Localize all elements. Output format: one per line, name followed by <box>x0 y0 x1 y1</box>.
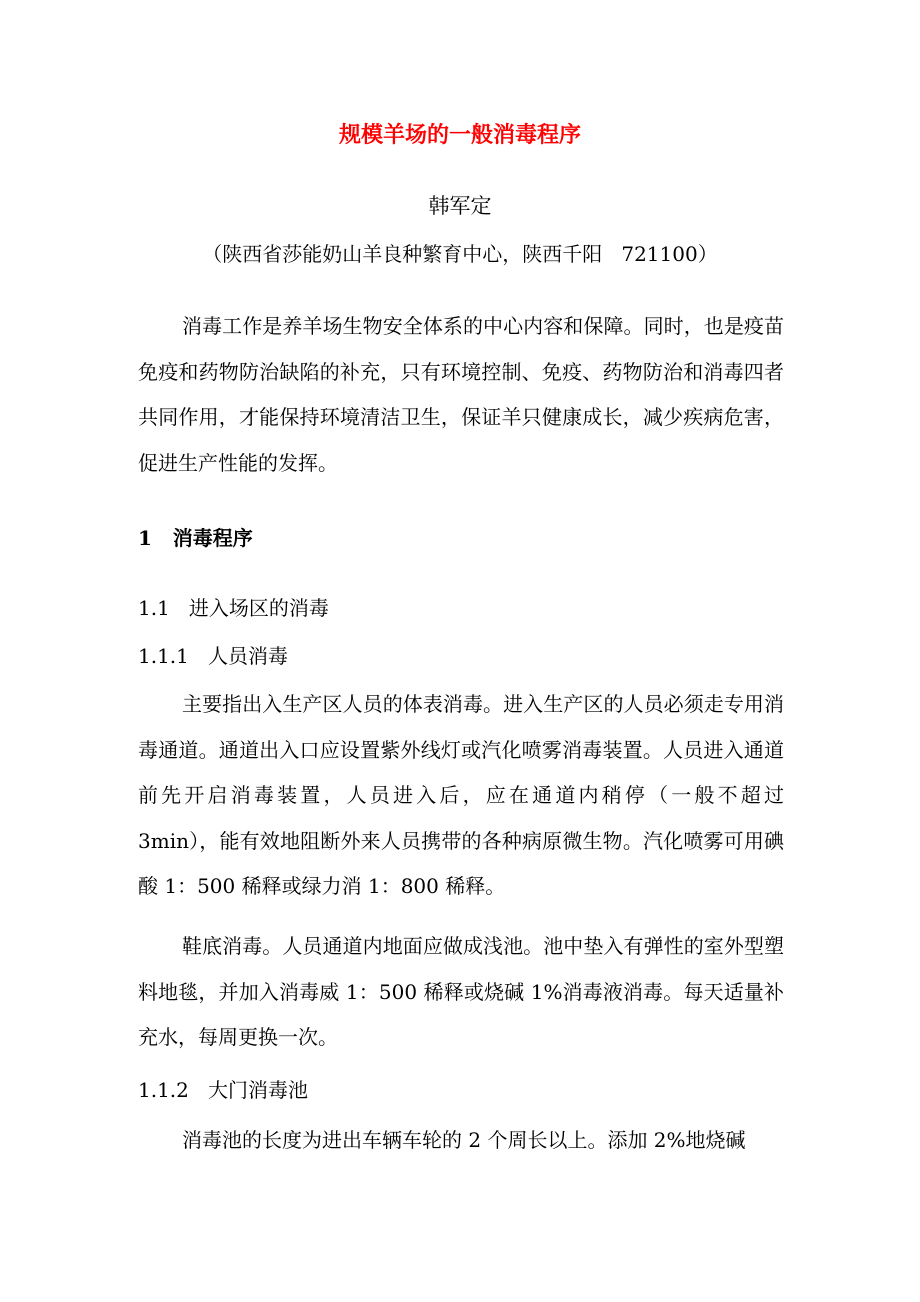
section-heading-1-1-1: 1.1.1 人员消毒 <box>138 644 288 668</box>
section-heading-1-1-2: 1.1.2 大门消毒池 <box>138 1078 308 1102</box>
gate-pool-paragraph: 消毒池的长度为进出车辆车轮的 2 个周长以上。添加 2%地烧碱 <box>182 1128 746 1152</box>
personnel-disinfection-paragraph: 主要指出入生产区人员的体表消毒。进入生产区的人员必须走专用消毒通道。通道出入口应设置紫外线灯或汽化喷雾消毒装置。人员进入通道前先开启消毒装置，人员进入后，应在通道内稍停（一般不超过 3min），能有效地阻断外来人员携带的各种病原微生物。汽化喷雾可用碘酸 1：500 稀释或绿力消 1：800 稀释。 <box>138 692 784 898</box>
section-heading-1-1: 1.1 进入场区的消毒 <box>138 596 329 620</box>
intro-paragraph: 消毒工作是养羊场生物安全体系的中心内容和保障。同时，也是疫苗免疫和药物防治缺陷的补充，只有环境控制、免疫、药物防治和消毒四者共同作用，才能保持环境清洁卫生，保证羊只健康成长，减少疾病危害，促进生产性能的发挥。 <box>138 314 784 475</box>
document-title: 规模羊场的一般消毒程序 <box>338 122 581 148</box>
author-name: 韩军定 <box>428 194 492 218</box>
shoe-disinfection-paragraph: 鞋底消毒。人员通道内地面应做成浅池。池中垫入有弹性的室外型塑料地毯，并加入消毒威 1：500 稀释或烧碱 1%消毒液消毒。每天适量补充水，每周更换一次。 <box>138 934 784 1049</box>
author-affiliation: （陕西省莎能奶山羊良种繁育中心，陕西千阳 721100） <box>202 242 718 266</box>
section-heading-1: 1 消毒程序 <box>138 526 253 550</box>
